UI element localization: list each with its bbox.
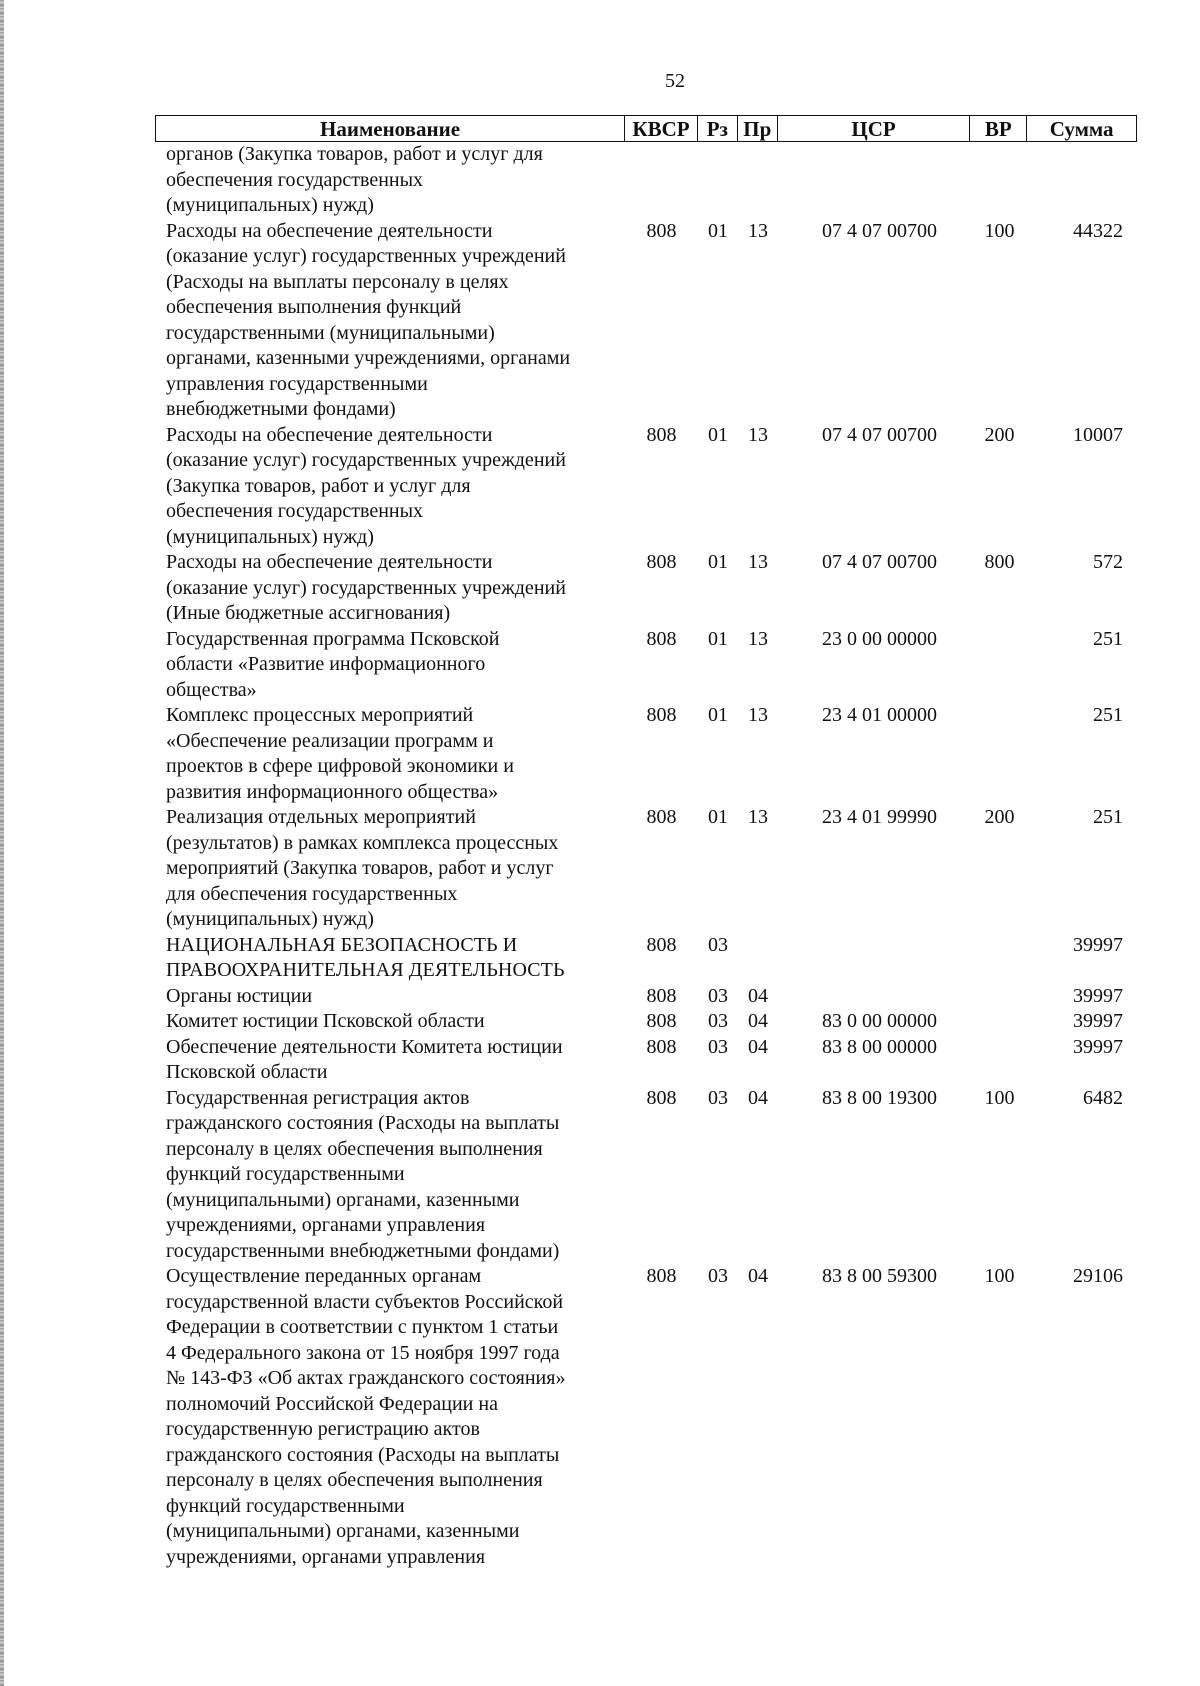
row-name: НАЦИОНАЛЬНАЯ БЕЗОПАСНОСТЬ И ПРАВООХРАНИТЕЛЬНАЯ ДЕЯТЕЛЬНОСТЬ	[166, 933, 565, 981]
table-row	[155, 1264, 1137, 1570]
table-row	[155, 984, 1137, 1010]
row-pr: 04	[748, 1086, 768, 1109]
row-rz: 03	[708, 1265, 728, 1287]
row-sum: 10007	[1073, 423, 1123, 446]
row-name: Обеспечение деятельности Комитета юстиции Псковской области	[166, 1035, 563, 1083]
table-row	[155, 627, 1137, 704]
row-rz: 01	[708, 219, 728, 242]
row-sum: 29106	[1073, 1265, 1123, 1287]
row-vr	[971, 627, 1028, 704]
row-csr: 07 4 07 00700	[822, 423, 937, 446]
row-sum: 251	[1093, 806, 1123, 828]
table-row	[155, 933, 1137, 984]
header-rz: Рз	[698, 116, 738, 141]
row-sum: 39997	[1073, 933, 1123, 956]
row-rz: 03	[708, 933, 728, 956]
header-kvsr: КВСР	[625, 116, 698, 141]
row-pr: 13	[748, 219, 768, 242]
row-rz: 03	[708, 1010, 728, 1032]
row-vr: 100	[984, 1086, 1015, 1109]
row-kvsr: 808	[646, 933, 677, 956]
row-kvsr: 808	[646, 551, 677, 573]
row-name: Органы юстиции	[166, 984, 313, 1007]
row-rz: 01	[708, 806, 728, 828]
row-sum: 572	[1093, 551, 1123, 573]
row-sum: 251	[1093, 627, 1123, 650]
page-number: 52	[665, 70, 685, 92]
table-row	[155, 1009, 1137, 1035]
row-rz: 03	[708, 1086, 728, 1109]
row-csr	[778, 984, 971, 1010]
row-kvsr: 808	[646, 627, 677, 650]
row-sum: 39997	[1073, 1035, 1123, 1058]
scan-edge	[0, 0, 4, 1686]
row-vr	[971, 142, 1028, 219]
row-vr: 200	[984, 806, 1015, 828]
row-sum: 44322	[1073, 219, 1123, 242]
row-csr: 23 4 01 99990	[822, 806, 937, 828]
row-rz: 03	[708, 984, 728, 1007]
row-name: Государственная регистрация актов гражданского состояния (Расходы на выплаты персоналу в целях обеспечения выполнения функций государственными (муниципальными) органами, казенными учреждениями, органами управления государственными внебюджетными фондами)	[166, 1086, 560, 1262]
row-pr: 13	[748, 423, 768, 446]
table-body	[155, 142, 1137, 1570]
table-row	[155, 142, 1137, 219]
row-vr: 100	[984, 1265, 1015, 1287]
row-sum: 39997	[1073, 984, 1123, 1007]
row-sum	[1028, 142, 1137, 219]
row-vr: 200	[984, 423, 1015, 446]
row-rz: 01	[708, 704, 728, 726]
row-vr	[971, 703, 1028, 805]
row-csr: 23 0 00 00000	[822, 627, 937, 650]
row-kvsr	[625, 142, 698, 219]
row-name: Расходы на обеспечение деятельности (оказание услуг) государственных учреждений (Расходы на выплаты персоналу в целях обеспечения выполнения функций государственными (муниципальными) органами, казенными учреждениями, органами управления государственными внебюджетными фондами)	[166, 219, 571, 420]
header-pr: Пр	[738, 116, 778, 141]
header-vr: ВР	[970, 116, 1027, 141]
row-vr	[971, 933, 1028, 984]
row-kvsr: 808	[646, 1265, 677, 1287]
row-pr: 13	[748, 704, 768, 726]
row-kvsr: 808	[646, 219, 677, 242]
row-kvsr: 808	[646, 423, 677, 446]
table-row	[155, 1035, 1137, 1086]
row-pr	[738, 142, 778, 219]
row-pr: 13	[748, 806, 768, 828]
row-pr: 13	[748, 551, 768, 573]
row-sum: 6482	[1083, 1086, 1123, 1109]
table-row	[155, 703, 1137, 805]
row-pr: 04	[748, 984, 768, 1007]
row-csr: 23 4 01 00000	[822, 704, 937, 726]
row-rz: 01	[708, 423, 728, 446]
header-csr: ЦСР	[778, 116, 971, 141]
row-vr: 800	[984, 551, 1015, 573]
row-name: Расходы на обеспечение деятельности (оказание услуг) государственных учреждений (Иные бюджетные ассигнования)	[166, 551, 566, 624]
row-name: органов (Закупка товаров, работ и услуг для обеспечения государственных (муниципальных) нужд)	[166, 143, 543, 216]
row-name: Комитет юстиции Псковской области	[166, 1010, 485, 1032]
row-vr	[971, 1009, 1028, 1035]
row-vr	[971, 1035, 1028, 1086]
row-pr: 13	[748, 627, 768, 650]
row-csr	[778, 933, 971, 984]
row-vr: 100	[984, 219, 1015, 242]
row-kvsr: 808	[646, 704, 677, 726]
row-rz	[698, 142, 738, 219]
table-row	[155, 219, 1137, 423]
row-name: Расходы на обеспечение деятельности (оказание услуг) государственных учреждений (Закупка товаров, работ и услуг для обеспечения государственных (муниципальных) нужд)	[166, 423, 566, 548]
row-vr	[971, 984, 1028, 1010]
header-name: Наименование	[156, 116, 625, 141]
row-sum: 251	[1093, 704, 1123, 726]
row-kvsr: 808	[646, 984, 677, 1007]
row-csr: 83 0 00 00000	[822, 1010, 937, 1032]
header-sum: Сумма	[1049, 117, 1114, 141]
row-csr: 83 8 00 00000	[822, 1035, 937, 1058]
table-header	[155, 115, 1137, 142]
row-pr	[738, 933, 778, 984]
row-csr: 83 8 00 59300	[822, 1265, 937, 1287]
row-name: Осуществление переданных органам государственной власти субъектов Российской Федерации в соответствии с пунктом 1 статьи 4 Федерального закона от 15 ноября 1997 года № 143-ФЗ «Об актах гражданского состояния» полномочий Российской Федерации на государственную регистрацию актов гражданского состояния (Расходы на выплаты персоналу в целях обеспечения выполнения функций государственными (муниципальными) органами, казенными учреждениями, органами управления	[166, 1265, 566, 1568]
row-csr: 07 4 07 00700	[822, 551, 937, 573]
row-pr: 04	[748, 1010, 768, 1032]
row-rz: 03	[708, 1035, 728, 1058]
row-kvsr: 808	[646, 1035, 677, 1058]
row-sum: 39997	[1073, 1010, 1123, 1032]
row-csr	[778, 142, 971, 219]
table-row	[155, 423, 1137, 551]
table-row	[155, 550, 1137, 627]
row-csr: 83 8 00 19300	[822, 1086, 937, 1109]
table-row	[155, 805, 1137, 933]
row-name: Комплекс процессных мероприятий «Обеспечение реализации программ и проектов в сфере цифровой экономики и развития информационного общества»	[166, 704, 514, 803]
table-row	[155, 1086, 1137, 1265]
row-pr: 04	[748, 1265, 768, 1287]
row-rz: 01	[708, 551, 728, 573]
row-rz: 01	[708, 627, 728, 650]
row-name: Реализация отдельных мероприятий (результатов) в рамках комплекса процессных мероприятий (Закупка товаров, работ и услуг для обеспечения государственных (муниципальных) нужд)	[166, 806, 559, 930]
row-kvsr: 808	[646, 806, 677, 828]
row-kvsr: 808	[646, 1086, 677, 1109]
row-pr: 04	[748, 1035, 768, 1058]
row-csr: 07 4 07 00700	[822, 219, 937, 242]
row-name: Государственная программа Псковской области «Развитие информационного общества»	[166, 627, 500, 701]
row-kvsr: 808	[646, 1010, 677, 1032]
budget-table	[155, 115, 1137, 1570]
